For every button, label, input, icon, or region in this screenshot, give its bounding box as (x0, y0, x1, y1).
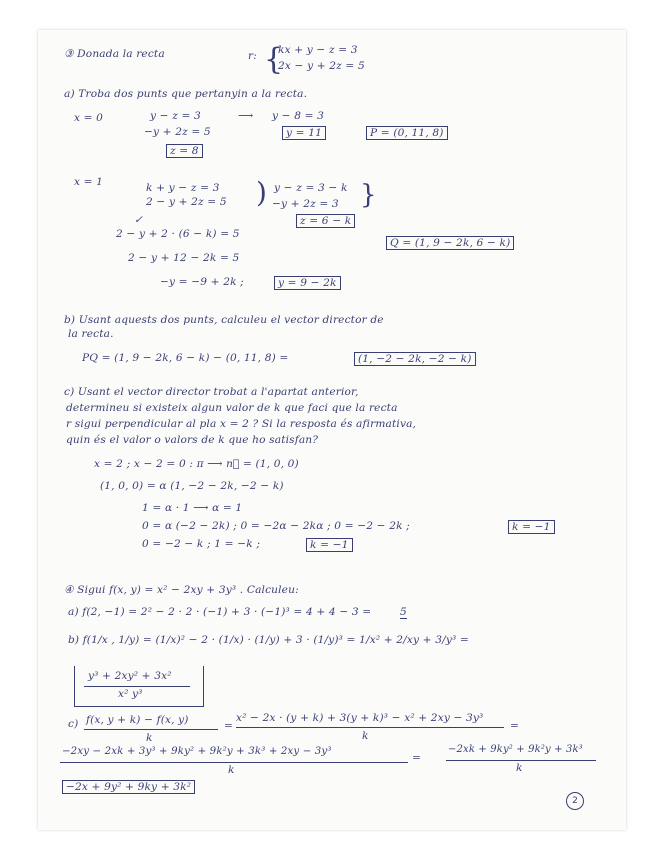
fraction-bar (84, 686, 190, 687)
y-minus-8: y − 8 = 3 (272, 110, 325, 122)
line-equation-1: kx + y − z = 3 (278, 44, 358, 56)
plane-normal-line: x = 2 ; x − 2 = 0 : π ⟶ n⃗ = (1, 0, 0) (94, 458, 299, 470)
question-3b-line-2: la recta. (68, 328, 114, 340)
fraction-bar (236, 727, 504, 728)
question-3b-line-1: b) Usant aquests dos punts, calculeu el vector director de (64, 314, 384, 326)
expansion-denominator: k (362, 730, 369, 742)
system1-eq2: −y + 2z = 5 (144, 126, 211, 138)
line-r-label: r: (248, 50, 257, 62)
equals-sign: = (510, 720, 520, 732)
k-answer-box-1: k = −1 (508, 520, 555, 534)
system2-eq3: y − z = 3 − k (274, 182, 348, 194)
notebook-page (38, 30, 626, 830)
answer-4a: 5 (400, 606, 407, 618)
k-solution-line-1: 0 = α (−2 − 2k) ; 0 = −2α − 2kα ; 0 = −2 − 2k ; (142, 520, 410, 532)
system2-eq2: 2 − y + 2z = 5 (146, 196, 227, 208)
proportional-vectors: (1, 0, 0) = α (1, −2 − 2k, −2 − k) (100, 480, 284, 492)
fraction-bar (84, 729, 218, 730)
final-answer-4c: −2x + 9y² + 9ky + 3k² (62, 780, 195, 794)
page-number: 2 (566, 792, 584, 810)
equals-sign: = (412, 752, 422, 764)
system1-eq1: y − z = 3 (150, 110, 201, 122)
question-3a: a) Troba dos punts que pertanyin a la recta. (64, 88, 308, 100)
check-mark: ✓ (134, 214, 144, 226)
difference-quotient-numerator: f(x, y + k) − f(x, y) (86, 714, 189, 726)
result-numerator: −2xk + 9ky² + 9k²y + 3k³ (448, 744, 583, 755)
question-3c-line-3: r sigui perpendicular al pla x = 2 ? Si la resposta és afirmativa, (66, 418, 417, 430)
answer-4b-denominator: x² y³ (118, 688, 143, 700)
question-3c-line-4: quin és el valor o valors de k que ho satisfan? (66, 434, 319, 446)
z-value-box: z = 8 (166, 144, 203, 158)
alpha-solution: 1 = α · 1 ⟶ α = 1 (142, 502, 243, 514)
y-value-box: y = 11 (282, 126, 326, 140)
equals-sign: = (224, 720, 234, 732)
system2-brace-right: } (360, 180, 377, 210)
fraction-bar (60, 762, 408, 763)
answer-4b-numerator: y³ + 2xy² + 3x² (88, 670, 172, 682)
vector-pq-calc: PQ = (1, 9 − 2k, 6 − k) − (0, 11, 8) = (82, 352, 289, 364)
system-brace: { (264, 42, 284, 77)
arrow: ⟶ (238, 110, 254, 122)
calc-line-3: −y = −9 + 2k ; (160, 276, 244, 288)
question-4a: a) f(2, −1) = 2² − 2 · 2 · (−1) + 3 · (−1)³ = 4 + 4 − 3 = (68, 606, 372, 618)
question-3c-line-1: c) Usant el vector director trobat a l'apartat anterior, (64, 386, 359, 398)
system2-eq4: −y + 2z = 3 (272, 198, 339, 210)
system2-eq1: k + y − z = 3 (146, 182, 220, 194)
fraction-bar (446, 760, 596, 761)
calc-line-1: 2 − y + 2 · (6 − k) = 5 (116, 228, 240, 240)
expansion-numerator: x² − 2x · (y + k) + 3(y + k)³ − x² + 2xy − 3y³ (236, 712, 484, 724)
point-P-box: P = (0, 11, 8) (366, 126, 448, 140)
k-solution-line-2: 0 = −2 − k ; 1 = −k ; (142, 538, 261, 550)
question-4b: b) f(1/x , 1/y) = (1/x)² − 2 · (1/x) · (1/y) + 3 · (1/y)³ = 1/x² + 2/xy + 3/y³ = (68, 634, 469, 646)
question-4c-label: c) (68, 718, 79, 730)
simplify-denominator: k (228, 764, 235, 776)
x-equals-1: x = 1 (74, 176, 104, 188)
point-Q-box: Q = (1, 9 − 2k, 6 − k) (386, 236, 514, 250)
x-equals-0: x = 0 (74, 112, 104, 124)
simplify-numerator: −2xy − 2xk + 3y³ + 9ky² + 9k²y + 3k³ + 2xy − 3y³ (62, 746, 332, 757)
z-6k-box: z = 6 − k (296, 214, 355, 228)
result-denominator: k (516, 762, 523, 774)
difference-quotient-denominator: k (146, 732, 153, 744)
k-answer-box-2: k = −1 (306, 538, 353, 552)
question-3c-line-2: determineu si existeix algun valor de k que faci que la recta (66, 402, 398, 414)
y-9-2k-box: y = 9 − 2k (274, 276, 341, 290)
line-equation-2: 2x − y + 2z = 5 (278, 60, 365, 72)
exercise-4-title: ④ Sigui f(x, y) = x² − 2xy + 3y³ . Calculeu: (64, 584, 299, 596)
exercise-3-title: ③ Donada la recta (64, 48, 165, 60)
calc-line-2: 2 − y + 12 − 2k = 5 (128, 252, 240, 264)
vector-pq-box: (1, −2 − 2k, −2 − k) (354, 352, 476, 366)
system2-brace: ) (256, 176, 267, 209)
